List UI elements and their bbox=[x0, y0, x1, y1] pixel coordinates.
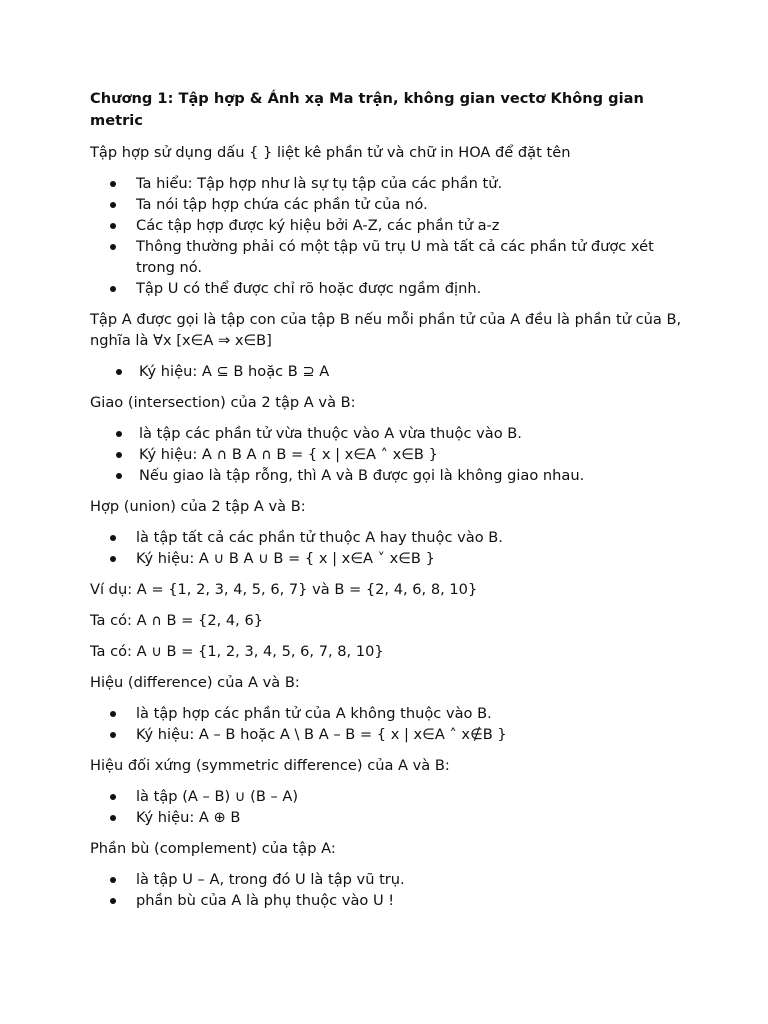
bullet-icon bbox=[110, 794, 116, 800]
intro-paragraph: Tập hợp sử dụng dấu { } liệt kê phần tử và chữ in HOA để đặt tên bbox=[90, 144, 571, 161]
bullet-icon bbox=[110, 711, 116, 717]
bullet-icon bbox=[110, 223, 116, 229]
bullet-icon bbox=[110, 556, 116, 562]
list-item: Tập U có thể được chỉ rõ hoặc được ngầm định. bbox=[136, 278, 690, 299]
result-intersection: Ta có: A ∩ B = {2, 4, 6} bbox=[90, 612, 264, 629]
list-item: Ký hiệu: A – B hoặc A \ B A – B = { x | x∈A ˄ x∉B } bbox=[136, 724, 690, 745]
bullet-icon bbox=[110, 286, 116, 292]
subset-list bbox=[90, 361, 690, 382]
list-item: là tập U – A, trong đó U là tập vũ trụ. bbox=[136, 869, 690, 890]
intersection-heading: Giao (intersection) của 2 tập A và B: bbox=[90, 394, 356, 411]
complement-heading: Phần bù (complement) của tập A: bbox=[90, 840, 336, 857]
list-item: Ta nói tập hợp chứa các phần tử của nó. bbox=[136, 194, 690, 215]
bullet-icon bbox=[110, 181, 116, 187]
intro-list bbox=[90, 173, 690, 299]
example-line: Ví dụ: A = {1, 2, 3, 4, 5, 6, 7} và B = {2, 4, 6, 8, 10} bbox=[90, 581, 478, 598]
bullet-icon bbox=[110, 732, 116, 738]
bullet-icon bbox=[110, 535, 116, 541]
list-item: Nếu giao là tập rỗng, thì A và B được gọi là không giao nhau. bbox=[139, 465, 690, 486]
bullet-icon bbox=[116, 452, 122, 458]
bullet-icon bbox=[116, 369, 122, 375]
list-item: là tập tất cả các phần tử thuộc A hay thuộc vào B. bbox=[136, 527, 690, 548]
list-item: là tập (A – B) ∪ (B – A) bbox=[136, 786, 690, 807]
symdiff-list bbox=[90, 786, 690, 828]
list-item: Các tập hợp được ký hiệu bởi A-Z, các phần tử a-z bbox=[136, 215, 690, 236]
list-item: Ký hiệu: A ⊕ B bbox=[136, 807, 690, 828]
bullet-icon bbox=[116, 431, 122, 437]
bullet-icon bbox=[110, 898, 116, 904]
bullet-icon bbox=[110, 815, 116, 821]
union-list bbox=[90, 527, 690, 569]
list-item: Ký hiệu: A ∪ B A ∪ B = { x | x∈A ˅ x∈B } bbox=[136, 548, 690, 569]
intersection-list bbox=[90, 423, 690, 486]
list-item: Ký hiệu: A ⊆ B hoặc B ⊇ A bbox=[139, 361, 690, 382]
union-heading: Hợp (union) của 2 tập A và B: bbox=[90, 498, 306, 515]
difference-heading: Hiệu (difference) của A và B: bbox=[90, 674, 300, 691]
document-title: Chương 1: Tập hợp & Ánh xạ Ma trận, không gian vectơ Không gian metric bbox=[90, 90, 644, 129]
document-body bbox=[90, 88, 690, 921]
list-item: Ta hiểu: Tập hợp như là sự tụ tập của các phần tử. bbox=[136, 173, 690, 194]
list-item: là tập hợp các phần tử của A không thuộc vào B. bbox=[136, 703, 690, 724]
list-item: là tập các phần tử vừa thuộc vào A vừa thuộc vào B. bbox=[139, 423, 690, 444]
list-item: phần bù của A là phụ thuộc vào U ! bbox=[136, 890, 690, 911]
difference-list bbox=[90, 703, 690, 745]
list-item: Ký hiệu: A ∩ B A ∩ B = { x | x∈A ˄ x∈B } bbox=[139, 444, 690, 465]
result-union: Ta có: A ∪ B = {1, 2, 3, 4, 5, 6, 7, 8, 10} bbox=[90, 643, 384, 660]
bullet-icon bbox=[110, 202, 116, 208]
bullet-icon bbox=[116, 473, 122, 479]
list-item: Thông thường phải có một tập vũ trụ U mà tất cả các phần tử được xét trong nó. bbox=[136, 236, 690, 278]
complement-list bbox=[90, 869, 690, 911]
subset-paragraph: Tập A được gọi là tập con của tập B nếu mỗi phần tử của A đều là phần tử của B, nghĩa là ∀x [x∈A ⇒ x∈B] bbox=[90, 311, 682, 349]
bullet-icon bbox=[110, 244, 116, 250]
symdiff-heading: Hiệu đối xứng (symmetric difference) của A và B: bbox=[90, 757, 450, 774]
bullet-icon bbox=[110, 877, 116, 883]
